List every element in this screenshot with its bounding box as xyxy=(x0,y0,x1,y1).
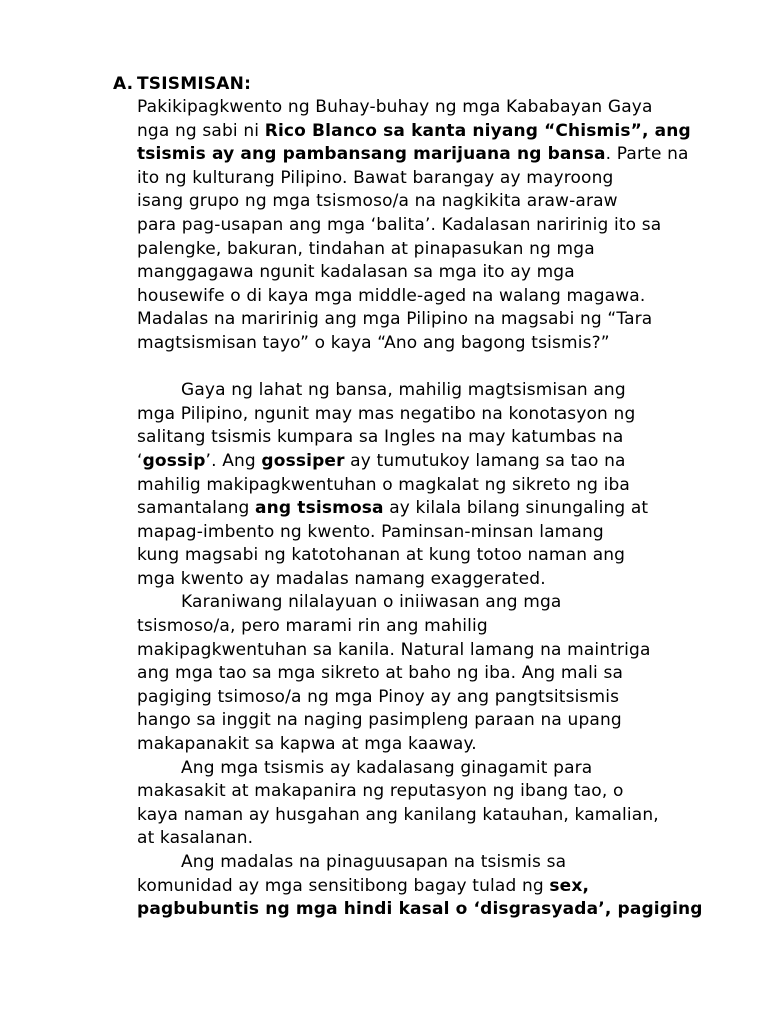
bold-text: pagbubuntis ng mga hindi kasal o ‘disgrasyada’, pagiging xyxy=(137,899,703,920)
text-run: salitang tsismis kumpara sa Ingles na may katumbas na xyxy=(137,427,624,448)
text-line xyxy=(137,285,682,309)
text-line xyxy=(137,143,689,167)
text-run: magtsismisan tayo” o kaya “Ano ang bagong tsismis?” xyxy=(137,332,610,353)
text-line xyxy=(137,379,682,403)
text-line xyxy=(137,804,682,828)
section-title: TSISMISAN: xyxy=(137,74,252,94)
text-line xyxy=(137,497,682,521)
paragraph xyxy=(137,851,703,922)
text-line xyxy=(137,332,682,356)
text-line xyxy=(137,709,682,733)
text-run: Pakikipagkwento ng Buhay-buhay ng mga Kababayan Gaya xyxy=(137,97,653,117)
paragraph xyxy=(137,757,682,851)
text-line xyxy=(137,733,682,757)
text-line xyxy=(137,898,703,922)
text-line xyxy=(137,851,682,875)
text-run: mga kwento ay madalas namang exaggerated. xyxy=(137,568,546,589)
text-line xyxy=(137,780,682,804)
text-line xyxy=(137,167,682,191)
text-run: kung magsabi ng katotohanan at kung totoo naman ang xyxy=(137,545,626,566)
text-run: ‘ xyxy=(137,450,143,471)
text-run: Karaniwang nilalayuan o iniiwasan ang mga xyxy=(181,592,562,613)
text-line xyxy=(137,639,682,663)
text-run: samantalang xyxy=(137,498,256,519)
text-line xyxy=(137,474,682,498)
bold-text: gossip xyxy=(142,450,206,471)
text-run: komunidad ay mga sensitibong bagay tulad ng xyxy=(137,875,550,896)
text-line xyxy=(137,757,682,781)
text-run: isang grupo ng mga tsismoso/a na nagkikita araw-araw xyxy=(137,191,618,212)
text-run: para pag-usapan ang mga ‘balita’. Kadalasan naririnig ito sa xyxy=(137,214,662,235)
document-body xyxy=(137,96,703,922)
text-line xyxy=(137,875,682,899)
text-line xyxy=(137,827,682,851)
text-line xyxy=(137,190,682,214)
paragraph xyxy=(137,591,682,756)
paragraph xyxy=(137,96,691,356)
text-line xyxy=(137,591,682,615)
text-line xyxy=(137,662,682,686)
text-run: kaya naman ay husgahan ang kanilang katauhan, kamalian, xyxy=(137,804,659,825)
text-run: ay kilala bilang sinungaling at xyxy=(383,498,649,519)
text-line xyxy=(137,308,682,332)
text-run: Ang mga tsismis ay kadalasang ginagamit para xyxy=(181,757,593,778)
text-run: pagiging tsimoso/a ng mga Pinoy ay ang pangtsitsismis xyxy=(137,686,620,707)
text-run: Gaya ng lahat ng bansa, mahilig magtsismisan ang xyxy=(181,380,626,401)
text-line xyxy=(137,403,682,427)
text-run: palengke, bakuran, tindahan at pinapasukan ng mga xyxy=(137,238,595,259)
text-line xyxy=(137,686,682,710)
text-run: ay tumutukoy lamang sa tao na xyxy=(344,450,626,471)
text-run: makipagkwentuhan sa kanila. Natural lamang na maintriga xyxy=(137,639,651,660)
text-line xyxy=(137,615,682,639)
paragraph xyxy=(137,379,682,591)
text-line xyxy=(137,120,691,144)
text-line xyxy=(137,261,682,285)
text-line xyxy=(137,568,682,592)
bold-text: tsismis ay ang pambansang marijuana ng bansa xyxy=(137,144,606,165)
paragraph-spacer xyxy=(137,356,682,380)
text-line xyxy=(137,214,682,238)
text-run: at kasalanan. xyxy=(137,828,254,849)
text-run: . Parte na xyxy=(605,144,689,165)
section-heading xyxy=(113,72,251,96)
text-run: ang mga tao sa mga sikreto at baho ng iba. Ang mali sa xyxy=(137,663,624,684)
text-run: Madalas na maririnig ang mga Pilipino na magsabi ng “Tara xyxy=(137,309,653,330)
bold-text: Rico Blanco sa kanta niyang “Chismis”, ang xyxy=(264,120,691,141)
text-run: Ang madalas na pinaguusapan na tsismis sa xyxy=(181,852,567,872)
text-run: tsismoso/a, pero marami rin ang mahilig xyxy=(137,616,488,637)
text-line xyxy=(137,96,682,120)
text-run: ’. Ang xyxy=(205,450,262,471)
text-line xyxy=(137,521,682,545)
bold-text: ang tsismosa xyxy=(255,498,384,519)
text-run: makasakit at makapanira ng reputasyon ng ibang tao, o xyxy=(137,781,624,802)
text-run: mapag-imbento ng kwento. Paminsan-minsan lamang xyxy=(137,521,604,542)
text-line xyxy=(137,544,682,568)
text-run: housewife o di kaya mga middle-aged na walang magawa. xyxy=(137,285,646,306)
text-run: hango sa inggit na naging pasimpleng paraan na upang xyxy=(137,710,622,731)
section-number: A. xyxy=(113,74,134,94)
text-run: mahilig makipagkwentuhan o magkalat ng sikreto ng iba xyxy=(137,474,630,495)
text-line xyxy=(137,426,682,450)
text-run: mga Pilipino, ngunit may mas negatibo na konotasyon ng xyxy=(137,403,636,424)
text-run: manggagawa ngunit kadalasan sa mga ito ay mga xyxy=(137,262,575,283)
bold-text: sex, xyxy=(549,875,590,896)
text-run: nga ng sabi ni xyxy=(137,120,265,141)
text-run: ito ng kulturang Pilipino. Bawat barangay ay mayroong xyxy=(137,167,614,188)
bold-text: gossiper xyxy=(261,450,345,471)
text-run: makapanakit sa kapwa at mga kaaway. xyxy=(137,734,477,755)
text-line xyxy=(137,450,682,474)
text-line xyxy=(137,238,682,262)
